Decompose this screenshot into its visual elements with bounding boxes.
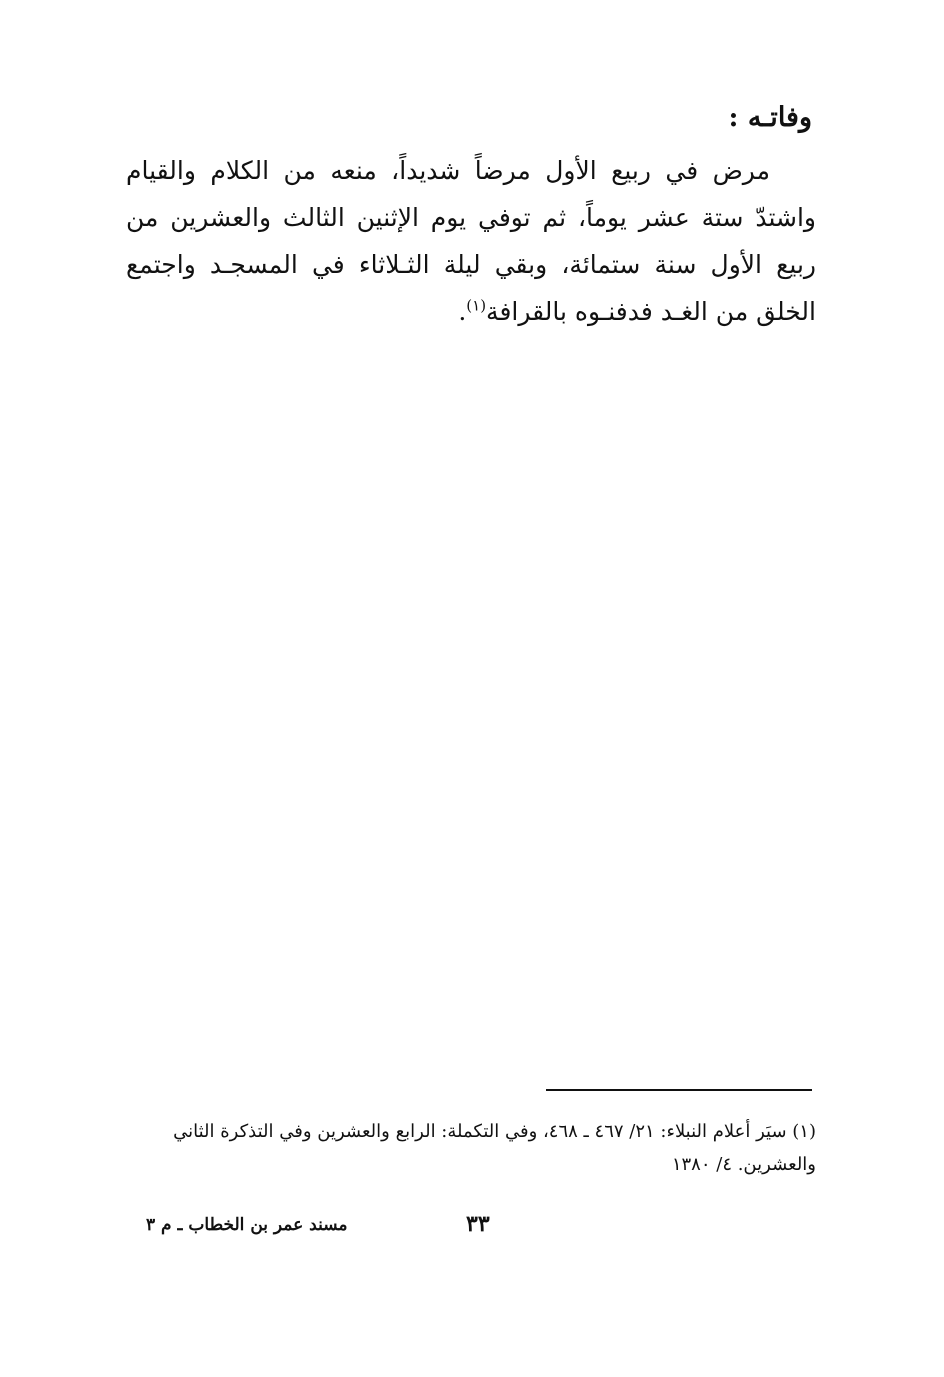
- body-paragraph: [126, 147, 816, 335]
- paragraph-text: مرض في ربيع الأول مرضاً شديداً، منعه من الكلام والقيام واشتدّ ستة عشر يوماً، ثم توفي يوم الإثنين الثالث والعشرين من ربيع الأول سنة ستمائة، وبقي ليلة الثـلاثاء في المسجـد واجتمع الخلق من الغـد فدفنـوه بالقرافة: [126, 156, 816, 326]
- footnote-line-2: والعشرين. ٤/ ١٣٨٠: [671, 1154, 816, 1175]
- section-heading: وفاتـه :: [728, 102, 812, 133]
- footnote-line-1: (١) سيَر أعلام النبلاء: ٢١/ ٤٦٧ ـ ٤٦٨، وفي التكملة: الرابع والعشرين وفي التذكرة الثاني: [173, 1121, 816, 1142]
- footnote-reference[interactable]: (١): [466, 296, 487, 315]
- paragraph-end-punct: .: [458, 297, 467, 326]
- footnote-separator: [546, 1089, 812, 1091]
- page-number: ٣٣: [466, 1211, 490, 1237]
- footnote: [126, 1115, 816, 1181]
- footer-book-title: مسند عمر بن الخطاب ـ م ٣: [146, 1215, 348, 1235]
